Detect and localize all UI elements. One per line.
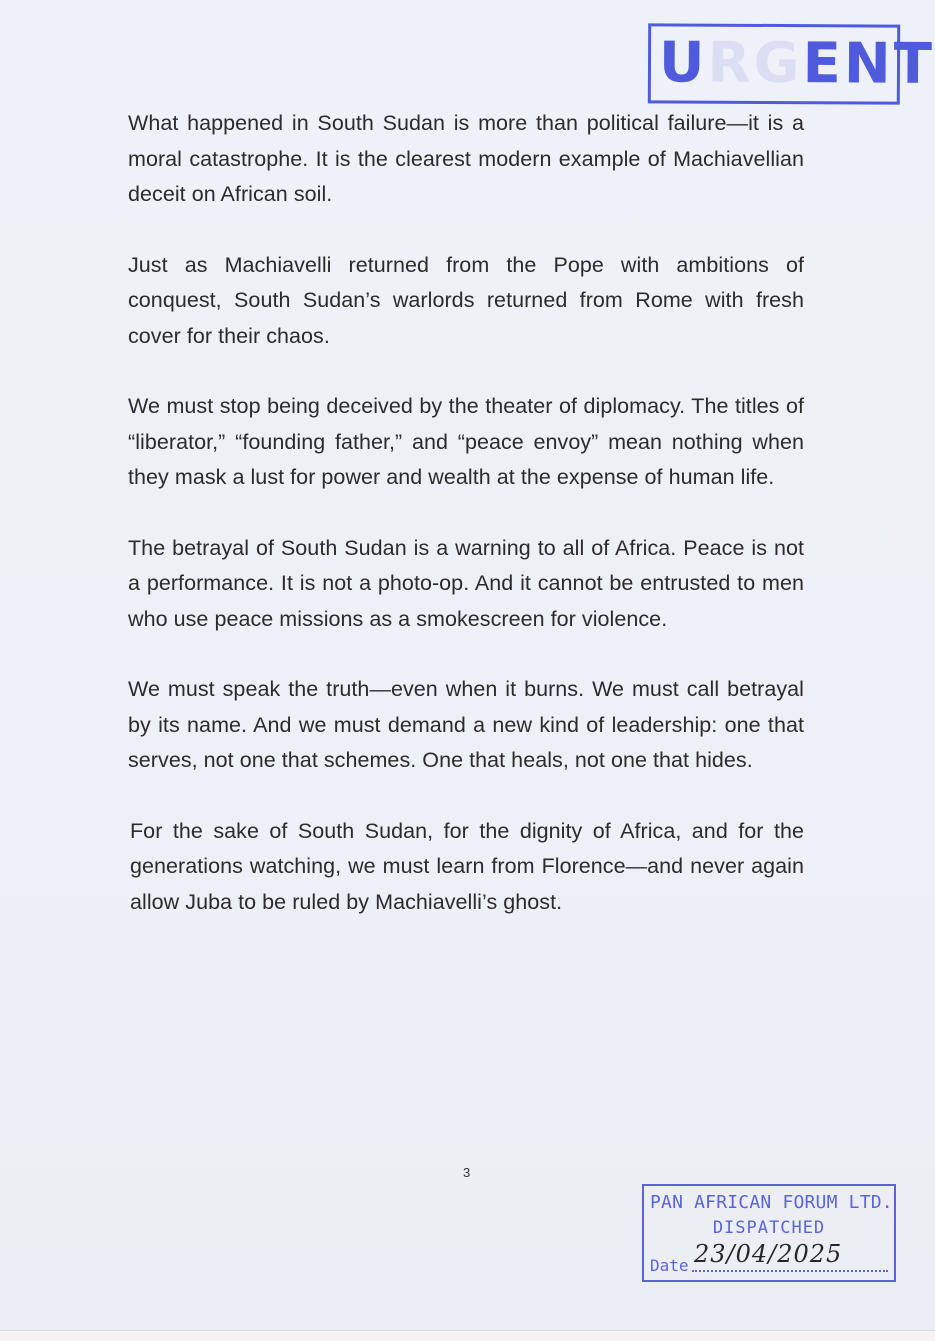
- urgent-stamp-end: ENT: [802, 31, 935, 97]
- stamp-date-label: Date: [650, 1256, 689, 1275]
- paragraph: What happened in South Sudan is more than political failure—it is a moral catastrophe. It is the clearest modern example of Machiavellian deceit on African soil.: [128, 111, 804, 206]
- paragraph: The betrayal of South Sudan is a warning to all of Africa. Peace is not a performance. It is not a photo-op. And it cannot be entrusted to men who use peace missions as a smokescreen for violence.: [128, 535, 804, 631]
- paragraph: For the sake of South Sudan, for the dignity of Africa, and for the generations watching, we must learn from Florence—and never again allow Juba to be ruled by Machiavelli’s ghost.: [130, 818, 804, 914]
- scan-edge: [0, 1330, 935, 1341]
- urgent-stamp-start: U: [658, 30, 708, 96]
- stamp-date-handwritten: 23/04/2025: [694, 1240, 843, 1268]
- paragraph: We must speak the truth—even when it burns. We must call betrayal by its name. And we must demand a new kind of leadership: one that serves, not one that schemes. One that heals, not one that hides.: [128, 677, 804, 772]
- stamp-status: DISPATCHED: [712, 1218, 826, 1238]
- paragraph: We must stop being deceived by the theater of diplomacy. The titles of “liberator,” “founding father,” and “peace envoy” mean nothing when they mask a lust for power and wealth at the expense of human life.: [128, 394, 804, 489]
- paragraph: Just as Machiavelli returned from the Pope with ambitions of conquest, South Sudan’s warlords returned from Rome with fresh cover for their chaos.: [128, 252, 804, 348]
- body-text: [128, 106, 804, 955]
- stamp-date-line: [692, 1270, 888, 1272]
- page-number: 3: [463, 1165, 471, 1180]
- dispatch-stamp: [642, 1184, 896, 1282]
- urgent-stamp: [648, 23, 935, 104]
- stamp-organization: PAN AFRICAN FORUM LTD.: [650, 1192, 893, 1213]
- urgent-stamp-faded: RG: [707, 30, 803, 97]
